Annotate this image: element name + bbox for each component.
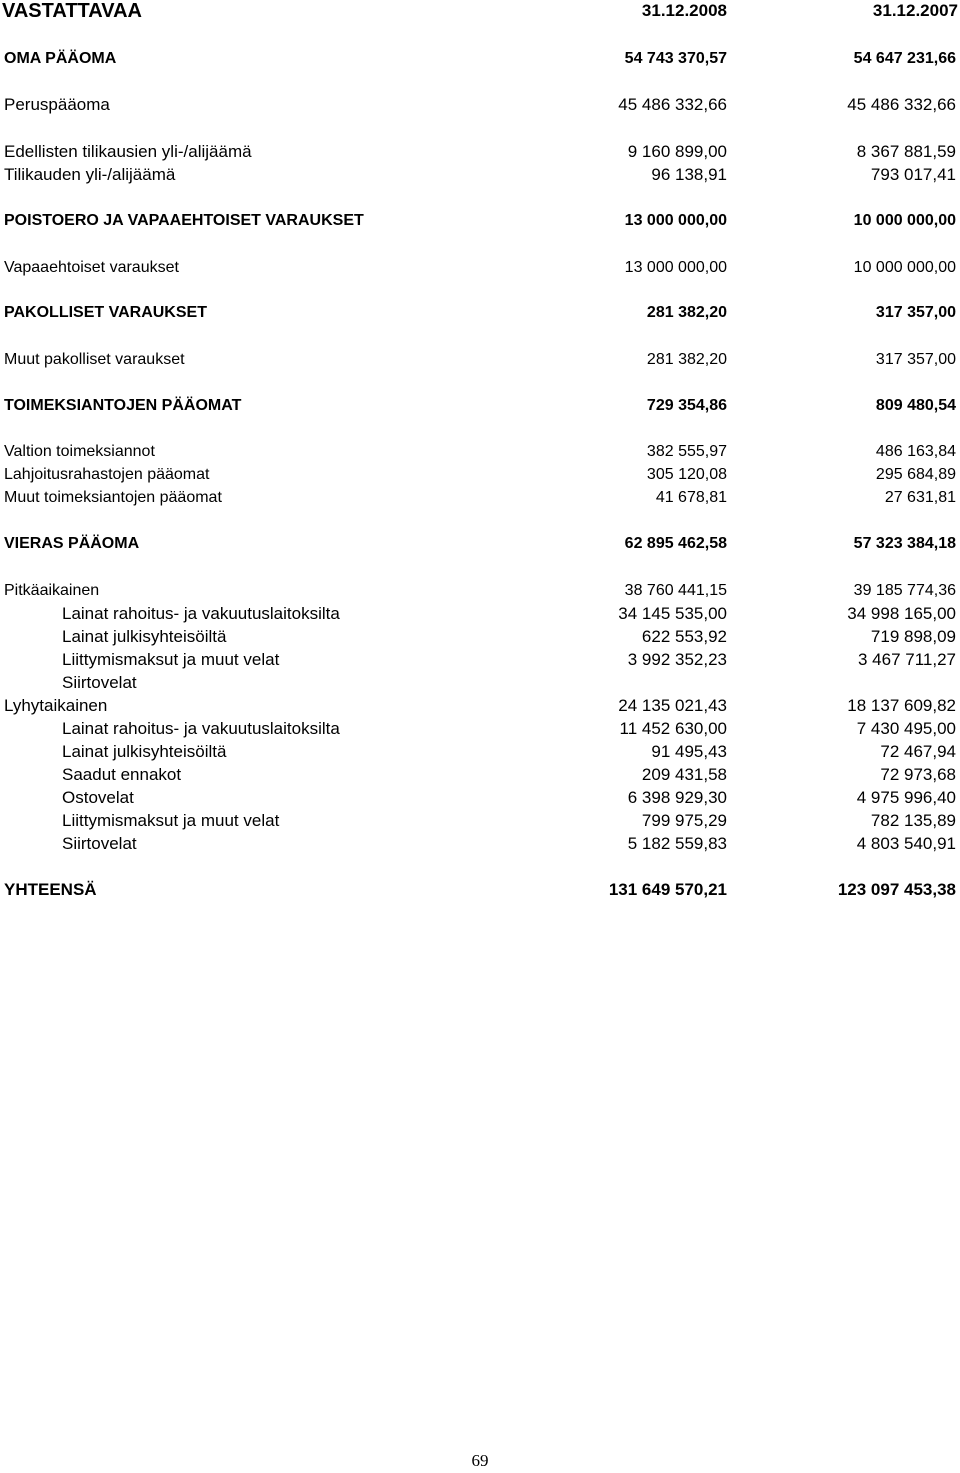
row-label: Valtion toimeksiannot <box>4 443 155 460</box>
column-header-2007: 31.12.2007 <box>872 1 958 20</box>
row-value-2008: 41 678,81 <box>655 489 727 506</box>
row-value-2008: 622 553,92 <box>641 627 727 646</box>
row-value-2008: 3 992 352,23 <box>627 650 727 669</box>
row-value-2008: 305 120,08 <box>646 466 727 483</box>
row-value-2008: 6 398 929,30 <box>627 788 727 807</box>
page-title: VASTATTAVAA <box>2 0 142 22</box>
row-value-2008: 131 649 570,21 <box>608 880 727 899</box>
table-row <box>0 440 960 464</box>
row-value-2007: 8 367 881,59 <box>856 142 956 161</box>
table-row <box>0 140 960 164</box>
row-label: TOIMEKSIANTOJEN PÄÄOMAT <box>4 397 242 414</box>
page-number: 69 <box>471 1451 489 1470</box>
row-value-2008: 24 135 021,43 <box>618 696 727 715</box>
section-row-vieras-paaoma <box>0 532 960 556</box>
table-row <box>0 671 960 695</box>
row-value-2007: 809 480,54 <box>875 397 956 414</box>
row-value-2007: 45 486 332,66 <box>847 95 956 114</box>
section-row-poistoero <box>0 209 960 233</box>
row-value-2007: 4 975 996,40 <box>856 788 956 807</box>
row-value-2008: 62 895 462,58 <box>624 535 727 552</box>
row-value-2007: 39 185 774,36 <box>853 582 956 599</box>
table-row <box>0 694 960 718</box>
row-label: YHTEENSÄ <box>4 880 97 899</box>
table-row <box>0 832 960 856</box>
column-header-2008: 31.12.2008 <box>641 1 727 20</box>
table-row <box>0 786 960 810</box>
section-row-oma-paaoma <box>0 47 960 71</box>
row-value-2008: 54 743 370,57 <box>624 50 727 67</box>
row-value-2007: 54 647 231,66 <box>853 50 956 67</box>
row-label: Edellisten tilikausien yli-/alijäämä <box>4 142 252 161</box>
row-value-2008: 13 000 000,00 <box>624 212 727 229</box>
row-value-2008: 209 431,58 <box>641 765 727 784</box>
total-row <box>0 878 960 902</box>
table-row <box>0 740 960 764</box>
row-value-2007: 4 803 540,91 <box>856 834 956 853</box>
table-row <box>0 348 960 372</box>
table-row <box>0 648 960 672</box>
table-row <box>0 486 960 510</box>
row-label: Lahjoitusrahastojen pääomat <box>4 466 210 483</box>
row-value-2007: 72 973,68 <box>880 765 956 784</box>
row-value-2008: 5 182 559,83 <box>627 834 727 853</box>
row-value-2008: 38 760 441,15 <box>624 582 727 599</box>
row-label: Peruspääoma <box>4 95 110 114</box>
row-label: Saadut ennakot <box>62 765 182 784</box>
row-value-2008: 34 145 535,00 <box>618 604 727 623</box>
row-value-2008: 281 382,20 <box>646 304 727 321</box>
row-label: Liittymismaksut ja muut velat <box>62 811 280 830</box>
row-value-2008: 799 975,29 <box>641 811 727 830</box>
row-value-2007: 57 323 384,18 <box>853 535 956 552</box>
row-value-2007: 123 097 453,38 <box>837 880 956 899</box>
header-row <box>0 0 960 23</box>
row-value-2007: 317 357,00 <box>875 351 956 368</box>
row-value-2008: 281 382,20 <box>646 351 727 368</box>
row-value-2008: 9 160 899,00 <box>627 142 727 161</box>
row-label: Lainat rahoitus- ja vakuutuslaitoksilta <box>62 719 340 738</box>
row-value-2007: 72 467,94 <box>880 742 956 761</box>
table-row <box>0 717 960 741</box>
row-value-2007: 295 684,89 <box>875 466 956 483</box>
row-label: Siirtovelat <box>62 673 137 692</box>
table-row <box>0 579 960 603</box>
row-label: Liittymismaksut ja muut velat <box>62 650 280 669</box>
table-row <box>0 163 960 187</box>
row-label: VIERAS PÄÄOMA <box>4 535 140 552</box>
row-label: Ostovelat <box>62 788 134 807</box>
row-label: Lyhytaikainen <box>4 696 108 715</box>
row-label: Lainat julkisyhteisöiltä <box>62 742 227 761</box>
row-value-2007: 317 357,00 <box>875 304 956 321</box>
row-label: OMA PÄÄOMA <box>4 50 117 67</box>
row-value-2008: 45 486 332,66 <box>618 95 727 114</box>
table-row <box>0 602 960 626</box>
table-row <box>0 763 960 787</box>
row-label: Pitkäaikainen <box>4 582 100 599</box>
row-value-2008: 13 000 000,00 <box>624 259 727 276</box>
row-value-2008: 11 452 630,00 <box>619 719 727 738</box>
row-value-2008: 96 138,91 <box>651 165 727 184</box>
row-value-2007: 10 000 000,00 <box>853 259 956 276</box>
row-value-2008: 382 555,97 <box>646 443 727 460</box>
table-row <box>0 463 960 487</box>
row-label: Tilikauden yli-/alijäämä <box>4 165 176 184</box>
row-label: POISTOERO JA VAPAAEHTOISET VARAUKSET <box>4 212 364 229</box>
row-label: Muut pakolliset varaukset <box>4 351 185 368</box>
row-value-2007: 486 163,84 <box>875 443 956 460</box>
row-value-2008: 91 495,43 <box>651 742 727 761</box>
row-value-2007: 34 998 165,00 <box>847 604 956 623</box>
row-value-2007: 18 137 609,82 <box>847 696 956 715</box>
row-label: Lainat julkisyhteisöiltä <box>62 627 227 646</box>
row-value-2007: 3 467 711,27 <box>858 650 956 669</box>
row-value-2007: 782 135,89 <box>870 811 956 830</box>
row-value-2007: 27 631,81 <box>884 489 956 506</box>
row-value-2007: 10 000 000,00 <box>853 212 956 229</box>
section-row-pakolliset-varaukset <box>0 301 960 325</box>
row-label: Siirtovelat <box>62 834 137 853</box>
table-row <box>0 809 960 833</box>
row-value-2007: 719 898,09 <box>870 627 956 646</box>
table-row <box>0 625 960 649</box>
row-label: PAKOLLISET VARAUKSET <box>4 304 207 321</box>
row-value-2008: 729 354,86 <box>646 397 727 414</box>
section-row-toimeksiantojen-paaomat <box>0 394 960 418</box>
table-row <box>0 256 960 280</box>
row-label: Muut toimeksiantojen pääomat <box>4 489 222 506</box>
row-label: Vapaaehtoiset varaukset <box>4 259 179 276</box>
row-value-2007: 793 017,41 <box>870 165 956 184</box>
row-value-2007: 7 430 495,00 <box>856 719 956 738</box>
table-row <box>0 93 960 117</box>
row-label: Lainat rahoitus- ja vakuutuslaitoksilta <box>62 604 340 623</box>
